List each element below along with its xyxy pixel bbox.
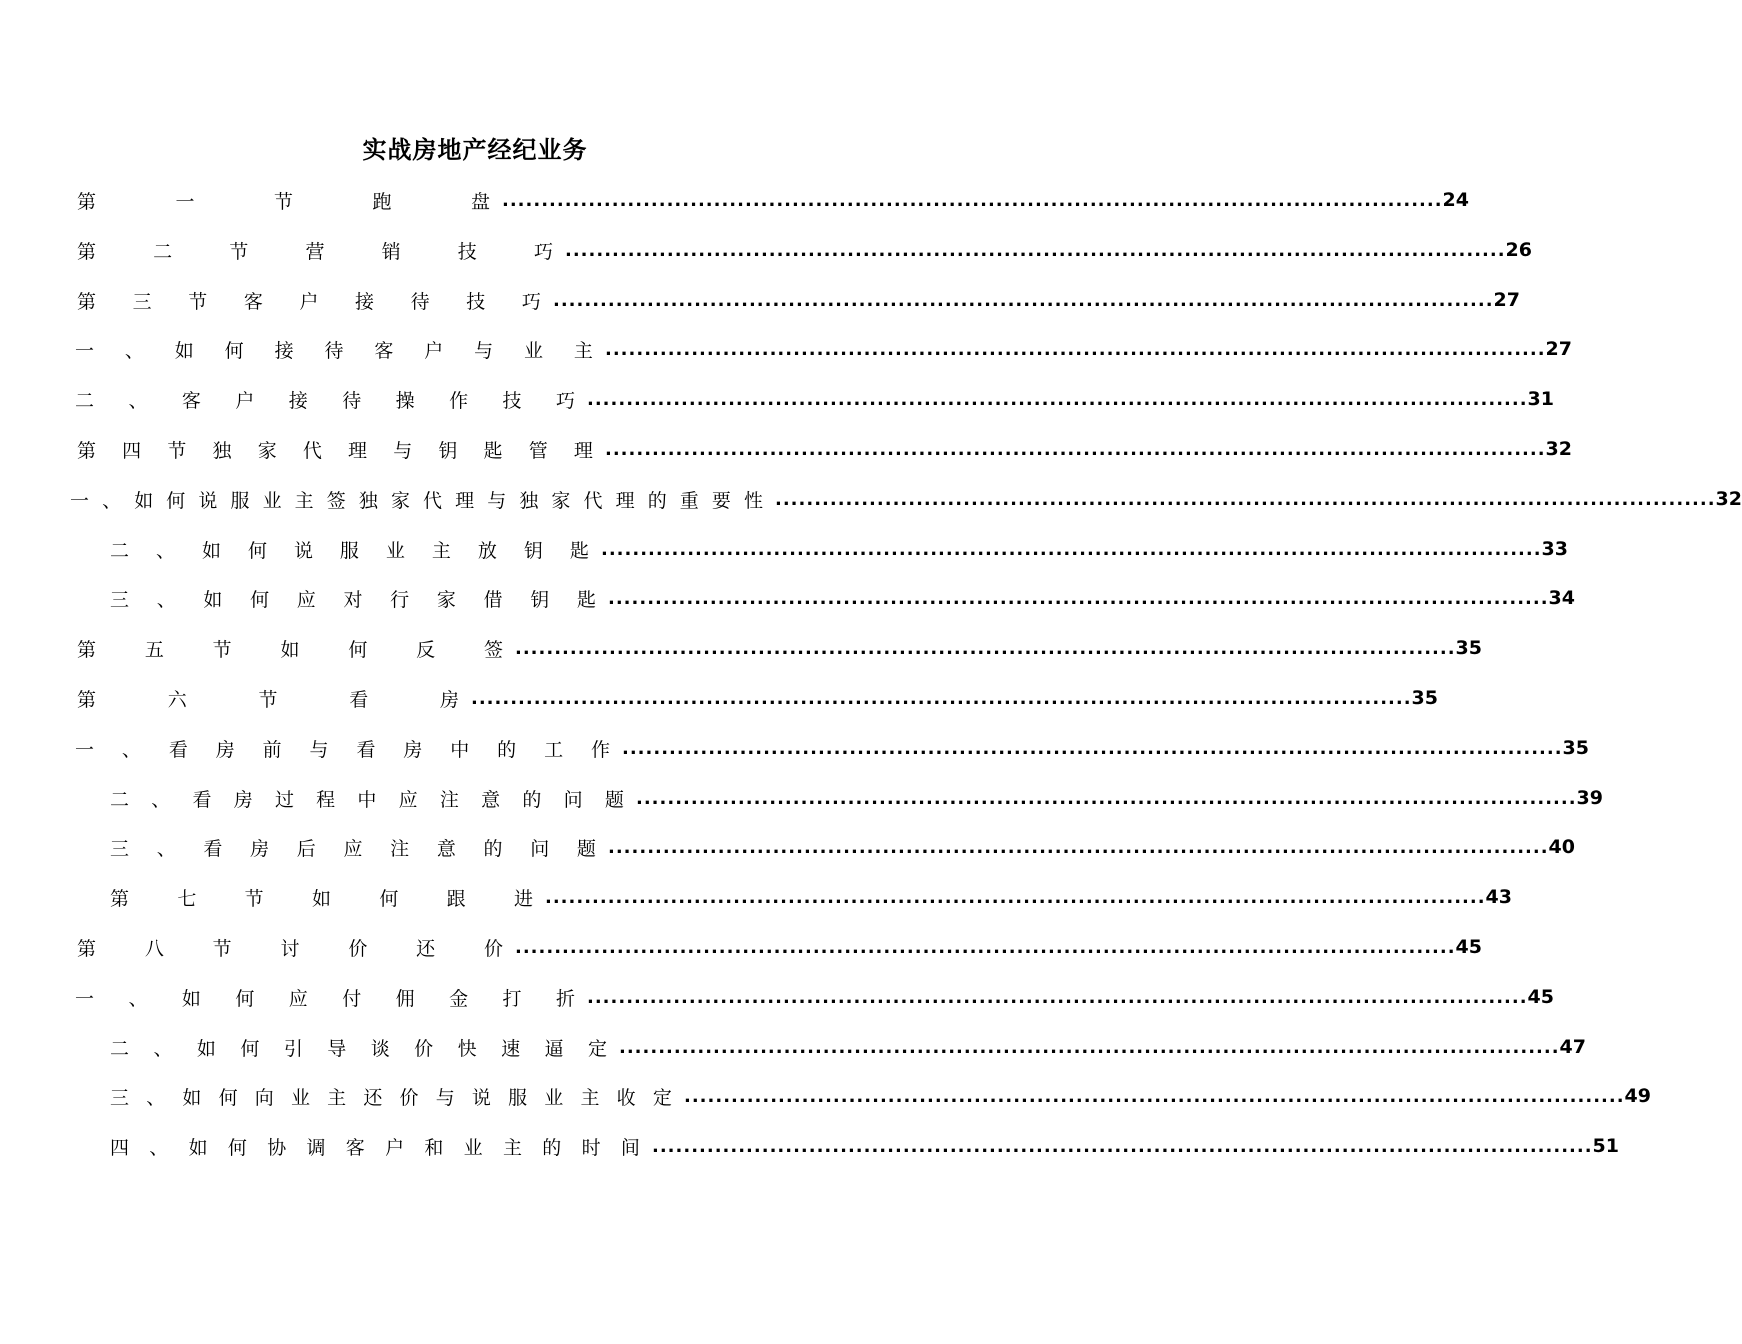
toc-entry-label: 三 、 如 何 应 对 行 家 借 钥 匙 [110,588,596,611]
toc-entry[interactable] [70,479,1742,519]
toc-dot-leader: ........................................................................................................................ [601,538,1542,560]
toc-entry-label: 二 、 看 房 过 程 中 应 注 意 的 问 题 [110,788,624,811]
toc-entry-label: 一 、 如 何 接 待 客 户 与 业 主 [75,339,593,362]
toc-page-number: 24 [1442,189,1469,211]
toc-entry[interactable] [75,977,1554,1017]
toc-entry[interactable] [110,529,1568,569]
toc-entry-label: 第 八 节 讨 价 还 价 [77,937,503,960]
toc-entry[interactable] [110,827,1575,867]
toc-page-number: 33 [1541,538,1568,560]
toc-dot-leader: ........................................................................................................................ [775,488,1716,510]
toc-dot-leader: ........................................................................................................................ [471,687,1412,709]
toc-dot-leader: ........................................................................................................................ [684,1085,1625,1107]
toc-dot-leader: ........................................................................................................................ [608,836,1549,858]
toc-entry-label: 第 二 节 营 销 技 巧 [77,240,553,263]
toc-entry-label: 一 、 如 何 应 付 佣 金 打 折 [75,987,575,1010]
toc-page-number: 27 [1545,338,1572,360]
toc-entry[interactable] [110,578,1575,618]
toc-entry[interactable] [110,778,1603,818]
toc-page-number: 45 [1527,986,1554,1008]
toc-page-number: 40 [1548,836,1575,858]
toc-entry[interactable] [77,429,1572,469]
toc-entry[interactable] [77,628,1482,668]
document-title: 实战房地产经纪业务 [362,136,588,164]
toc-entry-label: 第 四 节 独 家 代 理 与 钥 匙 管 理 [77,439,593,462]
toc-page-number: 39 [1576,787,1603,809]
toc-entry-label: 第 一 节 跑 盘 [77,190,490,213]
toc-page-number: 49 [1624,1085,1651,1107]
toc-entry[interactable] [110,1126,1619,1166]
toc-entry[interactable] [77,230,1532,270]
toc-page-number: 35 [1411,687,1438,709]
toc-entry[interactable] [77,180,1469,220]
toc-entry[interactable] [110,1027,1586,1067]
toc-entry-label: 第 五 节 如 何 反 签 [77,638,503,661]
toc-page-number: 43 [1485,886,1512,908]
toc-page-number: 35 [1562,737,1589,759]
toc-entry-label: 第 三 节 客 户 接 待 技 巧 [77,290,541,313]
toc-entry-label: 三 、 如 何 向 业 主 还 价 与 说 服 业 主 收 定 [110,1086,672,1109]
toc-page-number: 51 [1592,1135,1619,1157]
toc-page-number: 32 [1715,488,1742,510]
toc-dot-leader: ........................................................................................................................ [515,637,1456,659]
toc-entry[interactable] [75,329,1572,369]
toc-entry-label: 二 、 客 户 接 待 操 作 技 巧 [75,389,575,412]
toc-dot-leader: ........................................................................................................................ [502,189,1443,211]
toc-dot-leader: ........................................................................................................................ [565,239,1506,261]
toc-dot-leader: ........................................................................................................................ [619,1036,1560,1058]
toc-entry-label: 第 六 节 看 房 [77,688,459,711]
toc-page-number: 45 [1455,936,1482,958]
toc-page-number: 26 [1505,239,1532,261]
toc-entry-label: 二 、 如 何 说 服 业 主 放 钥 匙 [110,539,589,562]
toc-entry[interactable] [77,678,1438,718]
toc-entry-label: 二 、 如 何 引 导 谈 价 快 速 逼 定 [110,1037,607,1060]
toc-dot-leader: ........................................................................................................................ [605,338,1546,360]
toc-dot-leader: ........................................................................................................................ [636,787,1577,809]
toc-entry[interactable] [75,728,1589,768]
toc-page-number: 47 [1559,1036,1586,1058]
toc-entry-label: 四 、 如 何 协 调 客 户 和 业 主 的 时 间 [110,1136,640,1159]
toc-page-number: 27 [1493,289,1520,311]
toc-dot-leader: ........................................................................................................................ [622,737,1563,759]
toc-dot-leader: ........................................................................................................................ [553,289,1494,311]
toc-entry[interactable] [77,280,1520,320]
toc-entry[interactable] [77,927,1482,967]
toc-entry[interactable] [110,1076,1651,1116]
toc-dot-leader: ........................................................................................................................ [587,388,1528,410]
toc-page-number: 31 [1527,388,1554,410]
toc-entry-label: 一 、 如 何 说 服 业 主 签 独 家 代 理 与 独 家 代 理 的 重 要 性 [70,489,763,512]
toc-entry[interactable] [75,379,1554,419]
toc-dot-leader: ........................................................................................................................ [545,886,1486,908]
toc-entry-label: 一 、 看 房 前 与 看 房 中 的 工 作 [75,738,610,761]
toc-entry-label: 第 七 节 如 何 跟 进 [110,887,533,910]
toc-dot-leader: ........................................................................................................................ [587,986,1528,1008]
toc-dot-leader: ........................................................................................................................ [605,438,1546,460]
toc-page-number: 34 [1548,587,1575,609]
toc-dot-leader: ........................................................................................................................ [608,587,1549,609]
toc-page-number: 32 [1545,438,1572,460]
toc-dot-leader: ........................................................................................................................ [652,1135,1593,1157]
toc-entry[interactable] [110,877,1512,917]
toc-dot-leader: ........................................................................................................................ [515,936,1456,958]
toc-page-number: 35 [1455,637,1482,659]
toc-entry-label: 三 、 看 房 后 应 注 意 的 问 题 [110,837,596,860]
